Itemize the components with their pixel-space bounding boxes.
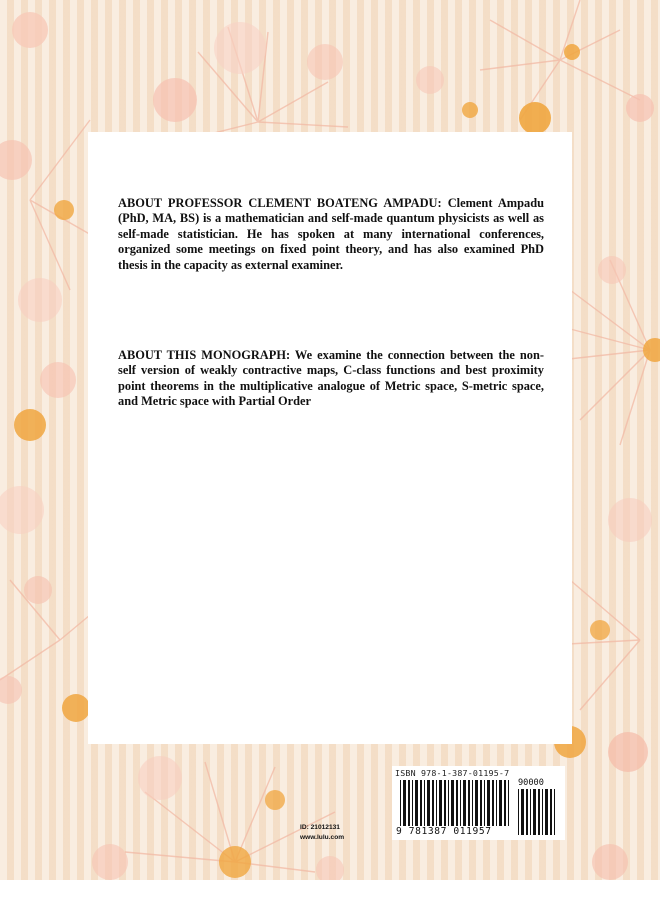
text-panel <box>88 132 572 744</box>
barcode-addon-digits: 90000 <box>518 778 544 788</box>
about-author-body: Clement Ampadu (PhD, MA, BS) is a mathematician and self-made quantum physicists as well as self-made statistician. He has spoken at many international conferences, organized some meetings on fixed point theory, and has also examined PhD thesis in the capacity as external examiner. <box>118 196 544 272</box>
isbn-label: ISBN 978-1-387-01195-7 <box>395 768 510 778</box>
publisher-info <box>300 823 360 843</box>
barcode-addon-bars <box>518 789 558 835</box>
publisher-website: www.lulu.com <box>300 834 345 841</box>
about-author-paragraph <box>118 196 544 273</box>
publisher-id: ID: 21012131 <box>300 824 340 831</box>
about-author-heading: ABOUT PROFESSOR CLEMENT BOATENG AMPADU: <box>118 196 442 210</box>
about-monograph-body: We examine the connection between the non-self version of weakly contractive maps, C-class functions and best proximity point theorems in the multiplicative analogue of Metric space, S-metric space, and Metric space with Partial Order <box>118 348 544 409</box>
barcode-bars <box>400 780 512 826</box>
isbn-barcode <box>392 766 565 840</box>
about-monograph-paragraph <box>118 348 544 410</box>
about-monograph-heading: ABOUT THIS MONOGRAPH: <box>118 348 291 362</box>
barcode-digits: 9 781387 011957 <box>396 826 492 837</box>
